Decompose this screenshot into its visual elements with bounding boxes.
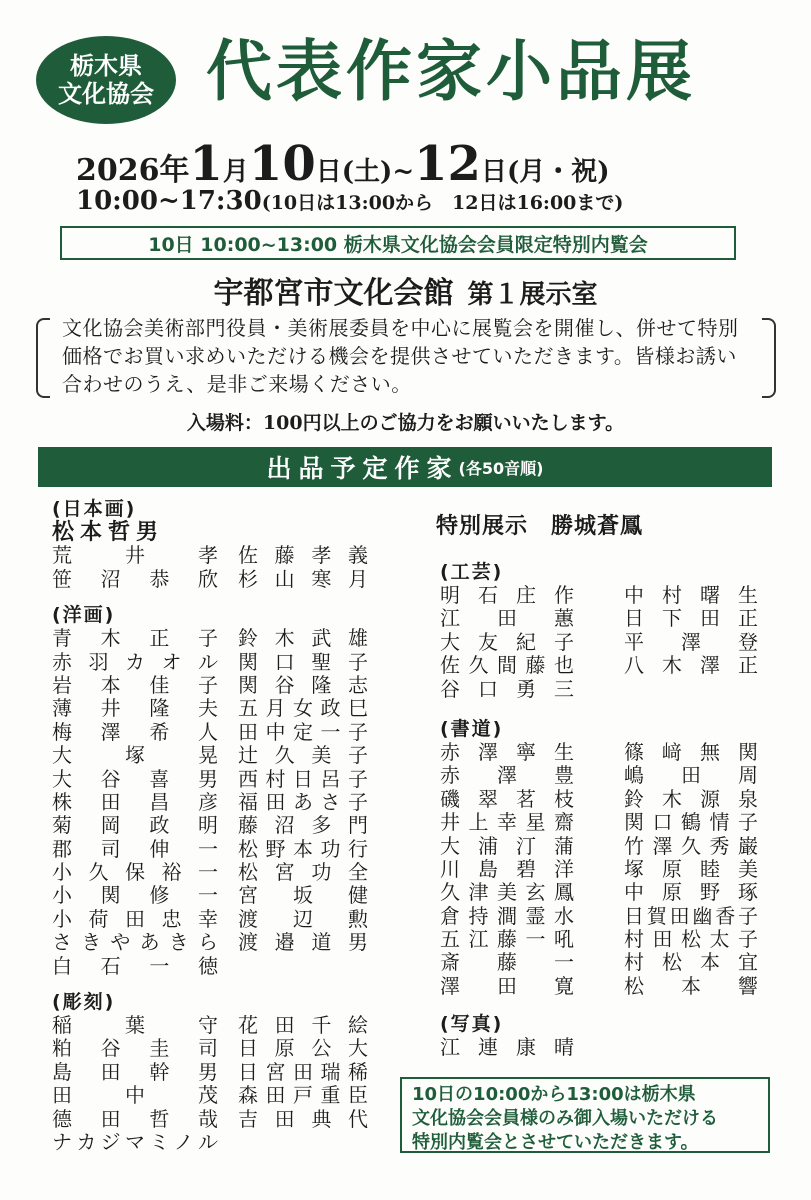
name-row xyxy=(52,1037,368,1060)
artist-name: 日 賀 田 幽 香 子 xyxy=(624,903,758,928)
artist-name: 宮 坂 健 xyxy=(238,883,368,908)
name-row xyxy=(440,764,758,787)
artist-name: 平 澤 登 xyxy=(624,629,758,654)
artist-name: 西 村 日 呂 子 xyxy=(238,766,368,791)
date-start-weekday: (土) xyxy=(341,157,393,187)
hours-note: (10日は13:00から 12日は16:00まで) xyxy=(261,192,624,214)
artist-name xyxy=(624,1036,758,1059)
artist-name: 村 田 松 太 子 xyxy=(624,927,758,952)
lead-artist: 松本哲男 xyxy=(52,520,165,545)
name-row xyxy=(440,788,758,811)
date-end-weekday: (月・祝) xyxy=(506,157,610,187)
artist-name: 渡 辺 勲 xyxy=(238,906,368,931)
name-row xyxy=(52,861,368,884)
hours-main: 10:00~17:30 xyxy=(76,186,262,216)
date-start-day: 10 xyxy=(248,136,316,192)
artist-name: 德 田 哲 哉 xyxy=(52,1106,218,1131)
category-kogei xyxy=(440,560,758,701)
artist-name: 稲 葉 守 xyxy=(52,1013,218,1038)
name-row xyxy=(52,955,368,978)
category-label: (写真) xyxy=(440,1013,504,1036)
artist-name: 島 田 幹 男 xyxy=(52,1059,218,1084)
name-row xyxy=(52,908,368,931)
admission-fee: 入場料：100円以上のご協力をお願いいたします。 xyxy=(186,412,625,434)
badge-line-2: 文化協会 xyxy=(58,80,154,108)
artist-name: 赤 羽 カ オ ル xyxy=(52,649,218,674)
artist-name: 松 本 響 xyxy=(624,973,758,998)
name-row xyxy=(52,838,368,861)
artist-name: 磯 翠 茗 枝 xyxy=(440,786,574,811)
special-exhibit xyxy=(436,509,643,540)
name-row xyxy=(440,811,758,834)
name-row xyxy=(52,884,368,907)
artist-name: ナ カ ジ マ ミ ノ ル xyxy=(52,1129,218,1154)
name-row xyxy=(440,928,758,951)
name-row xyxy=(440,678,758,701)
category-label: (日本画) xyxy=(52,498,137,520)
name-row xyxy=(52,768,368,791)
category-label: (書道) xyxy=(440,717,504,740)
bottom-notice-line-3: 特別内覧会とさせていただきます。 xyxy=(412,1132,699,1153)
artist-name: 赤 澤 豊 xyxy=(440,763,574,788)
artist-name: 嶋 田 周 xyxy=(624,763,758,788)
special-exhibit-artist: 勝城蒼鳳 xyxy=(551,514,644,539)
name-row xyxy=(440,654,758,677)
artist-name: 小 久 保 裕 一 xyxy=(52,860,218,885)
artist-name: 井 上 幸 星 齋 xyxy=(440,810,574,835)
bottom-notice xyxy=(400,1077,770,1153)
name-row xyxy=(440,951,758,974)
artist-name: 梅 澤 希 人 xyxy=(52,719,218,744)
artist-name: 田 中 茂 xyxy=(52,1083,218,1108)
artist-name: 塚 原 睦 美 xyxy=(624,856,758,881)
name-row xyxy=(52,814,368,837)
venue-name: 宇都宮市文化会館 xyxy=(213,276,454,311)
artist-name: 中 原 野 琢 xyxy=(624,880,758,905)
artist-name: 青 木 正 子 xyxy=(52,626,218,651)
name-row xyxy=(440,881,758,904)
name-row xyxy=(440,584,758,607)
artist-name: 鈴 木 武 雄 xyxy=(238,626,368,651)
artist-name: 村 松 本 宜 xyxy=(624,950,758,975)
date-start-month: 1 xyxy=(189,136,223,192)
organizer-badge xyxy=(36,36,176,124)
artist-name: 江 田 蕙 xyxy=(440,606,574,631)
right-artist-lists xyxy=(440,560,758,1060)
intro-block xyxy=(36,314,776,400)
artist-name: 小 関 修 一 xyxy=(52,883,218,908)
name-row xyxy=(52,1131,368,1154)
artist-name: 佐 久 間 藤 也 xyxy=(440,653,574,678)
artist-name: 白 石 一 徳 xyxy=(52,953,218,978)
category-nihonga xyxy=(52,497,368,591)
date-range-tilde: ~ xyxy=(392,157,415,187)
artist-name: 大 谷 喜 男 xyxy=(52,766,218,791)
artist-name: 荒 井 孝 xyxy=(52,543,218,568)
name-row xyxy=(440,905,758,928)
category-yoga xyxy=(52,603,368,978)
artist-name: 辻 久 美 子 xyxy=(238,743,368,768)
badge-line-1: 栃木県 xyxy=(70,52,142,80)
date-day-unit: 日 xyxy=(315,157,342,187)
artist-name: 久 津 美 玄 鳳 xyxy=(440,880,574,905)
artist-name: 竹 澤 久 秀 巌 xyxy=(624,833,758,858)
artist-name: 花 田 千 絵 xyxy=(238,1013,368,1038)
artist-name: 明 石 庄 作 xyxy=(440,583,574,607)
name-row xyxy=(440,975,758,998)
artist-name: 田 中 定 一 子 xyxy=(238,719,368,744)
name-row xyxy=(52,697,368,720)
artist-name: 倉 持 澗 霊 水 xyxy=(440,903,574,928)
artist-name: 五 月 女 政 巳 xyxy=(238,696,368,721)
artist-name: 澤 田 寛 xyxy=(440,973,574,998)
venue-room: 第１展示室 xyxy=(467,280,598,310)
date-end-day: 12 xyxy=(414,136,481,192)
artist-name: 森 田 戸 重 臣 xyxy=(238,1083,368,1108)
bracket-left-icon xyxy=(36,318,50,398)
name-row xyxy=(440,631,758,654)
artist-name: 五 江 藤 一 吼 xyxy=(440,927,574,952)
artist-name: 渡 邉 道 男 xyxy=(238,930,368,955)
name-row xyxy=(52,674,368,697)
artist-name: 佐 藤 孝 義 xyxy=(238,543,368,568)
artist-name: さ き や あ き ら xyxy=(52,930,218,955)
name-row xyxy=(440,835,758,858)
date-month-unit: 月 xyxy=(222,157,249,187)
name-row xyxy=(52,544,368,567)
artist-name: 薄 井 隆 夫 xyxy=(52,696,218,721)
artist-name: 赤 澤 寧 生 xyxy=(440,739,574,764)
artist-name xyxy=(238,955,368,978)
artist-name: 斎 藤 一 xyxy=(440,950,574,975)
artist-name: 郡 司 伸 一 xyxy=(52,836,218,861)
name-row xyxy=(52,744,368,767)
artist-name: 関 口 聖 子 xyxy=(238,649,368,674)
artist-name: 松 宮 功 全 xyxy=(238,860,368,885)
intro-text: 文化協会美術部門役員・美術展委員を中心に展覧会を開催し、併せて特別価格でお買い求めいただける機会を提供させていただきます。皆様お誘い合わせのうえ、是非ご来場ください。 xyxy=(62,316,739,396)
artists-header-sub: (各50音順) xyxy=(458,458,544,478)
name-row xyxy=(52,568,368,591)
artist-name: 福 田 あ さ 子 xyxy=(238,789,368,814)
bracket-right-icon xyxy=(762,318,776,398)
artist-name: 中 村 曙 生 xyxy=(624,583,758,607)
artist-name: 吉 田 典 代 xyxy=(238,1106,368,1131)
name-row xyxy=(52,1061,368,1084)
artist-name: 日 原 公 大 xyxy=(238,1036,368,1061)
artist-name: 岩 本 佳 子 xyxy=(52,672,218,697)
artist-name: 藤 沼 多 門 xyxy=(238,813,368,838)
artist-name: 大 塚 晃 xyxy=(52,743,218,768)
artists-header-bar xyxy=(38,447,772,487)
artist-name: 日 宮 田 瑞 稀 xyxy=(238,1059,368,1084)
artist-name: 粕 谷 圭 司 xyxy=(52,1036,218,1061)
category-label: (工芸) xyxy=(440,561,504,583)
name-row xyxy=(52,1014,368,1037)
artist-name: 大 浦 汀 蒲 xyxy=(440,833,574,858)
artist-name: 小 荷 田 忠 幸 xyxy=(52,906,218,931)
category-label: (洋画) xyxy=(52,604,116,627)
artist-name: 川 島 碧 洋 xyxy=(440,856,574,881)
artist-name: 松 野 本 功 行 xyxy=(238,836,368,861)
name-row xyxy=(440,741,758,764)
name-row xyxy=(52,1108,368,1131)
preview-notice: 10日 10:00~13:00 栃木県文化協会会員限定特別内覧会 xyxy=(60,226,736,260)
category-shashin xyxy=(440,1012,758,1059)
artist-name: 大 友 紀 子 xyxy=(440,629,574,654)
artist-name: 杉 山 寒 月 xyxy=(238,566,368,591)
artist-name: 谷 口 勇 三 xyxy=(440,676,574,701)
artist-name xyxy=(238,1131,368,1154)
bottom-notice-line-2: 文化協会会員様のみ御入場いただける xyxy=(412,1108,718,1129)
name-row xyxy=(52,791,368,814)
name-row xyxy=(440,858,758,881)
category-chokoku xyxy=(52,990,368,1154)
artist-name: 八 木 澤 正 xyxy=(624,653,758,678)
name-row xyxy=(440,607,758,630)
special-exhibit-label: 特別展示 xyxy=(436,514,529,539)
artist-name: 篠 﨑 無 関 xyxy=(624,739,758,764)
artist-name: 鈴 木 源 泉 xyxy=(624,786,758,811)
venue xyxy=(0,268,811,312)
date-end-day-unit: 日 xyxy=(480,157,507,187)
name-row xyxy=(52,721,368,744)
name-row xyxy=(52,627,368,650)
opening-hours xyxy=(76,186,623,216)
name-row xyxy=(52,1084,368,1107)
exhibition-title: 代表作家小品展 xyxy=(206,32,696,110)
date-year: 2026年 xyxy=(76,153,190,188)
bottom-notice-line-1: 10日の10:00から13:00は栃木県 xyxy=(412,1084,696,1105)
exhibition-dates xyxy=(76,136,610,192)
left-artist-lists xyxy=(52,497,368,1154)
artist-name: 関 谷 隆 志 xyxy=(238,672,368,697)
artist-name: 関 口 鶴 情 子 xyxy=(624,810,758,835)
artist-name: 江 連 康 晴 xyxy=(440,1035,574,1060)
category-label: (彫刻) xyxy=(52,991,116,1014)
artist-name: 株 田 昌 彦 xyxy=(52,789,218,814)
artist-name: 笹 沼 恭 欣 xyxy=(52,566,218,591)
name-row xyxy=(52,931,368,954)
name-row xyxy=(52,651,368,674)
name-row xyxy=(440,1036,758,1059)
artist-name: 日 下 田 正 xyxy=(624,606,758,631)
category-shodo xyxy=(440,717,758,998)
artist-name: 菊 岡 政 明 xyxy=(52,813,218,838)
artists-header-title: 出品予定作家 xyxy=(266,454,459,483)
artist-name xyxy=(624,678,758,701)
